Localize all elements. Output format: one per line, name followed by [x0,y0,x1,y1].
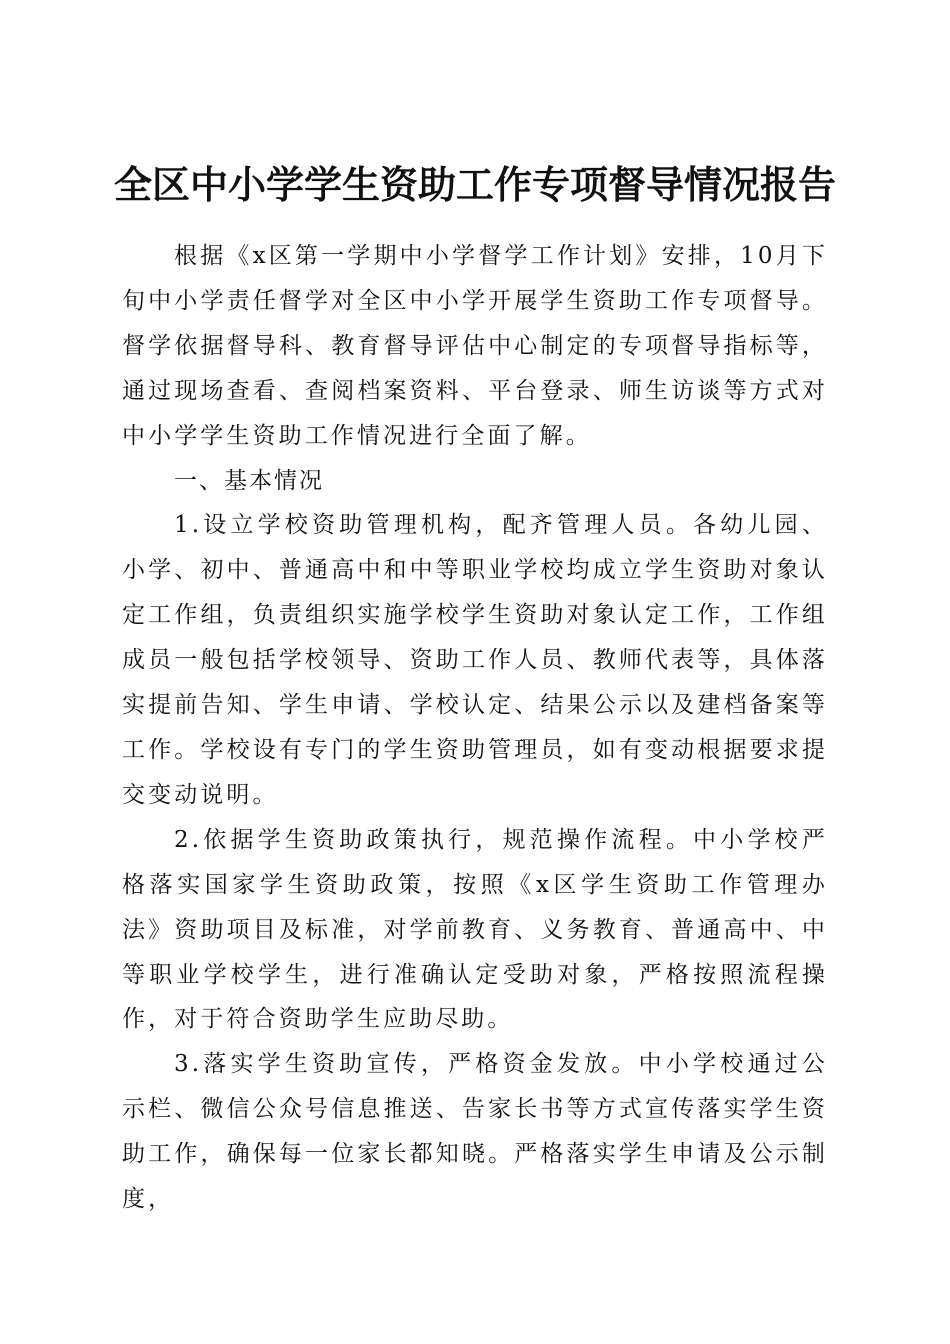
item-2-paragraph: 2.依据学生资助政策执行，规范操作流程。中小学校严格落实国家学生资助政策，按照《x区学生资助工作管理办法》资助项目及标准，对学前教育、义务教育、普通高中、中等职业学校学生，进行准确认定受助对象，严格按照流程操作，对于符合资助学生应助尽助。 [122,826,828,1033]
item-1-paragraph: 1.设立学校资助管理机构，配齐管理人员。各幼儿园、小学、初中、普通高中和中等职业学校均成立学生资助对象认定工作组，负责组织实施学校学生资助对象认定工作，工作组成员一般包括学校领导、资助工作人员、教师代表等，具体落实提前告知、学生申请、学校认定、结果公示以及建档备案等工作。学校设有专门的学生资助管理员，如有变动根据要求提交变动说明。 [122,512,828,808]
item-3-paragraph: 3.落实学生资助宣传，严格资金发放。中小学校通过公示栏、微信公众号信息推送、告家长书等方式宣传落实学生资助工作，确保每一位家长都知晓。严格落实学生申请及公示制度， [122,1051,828,1213]
document-body [122,234,828,1222]
section-heading-basic-situation: 一、基本情况 [174,467,324,494]
intro-paragraph: 根据《x区第一学期中小学督学工作计划》安排，10月下旬中小学责任督学对全区中小学开展学生资助工作专项督导。督学依据督导科、教育督导评估中心制定的专项督导指标等，通过现场查看、查阅档案资料、平台登录、师生访谈等方式对中小学学生资助工作情况进行全面了解。 [122,243,828,449]
document-title: 全区中小学学生资助工作专项督导情况报告 [113,162,836,208]
